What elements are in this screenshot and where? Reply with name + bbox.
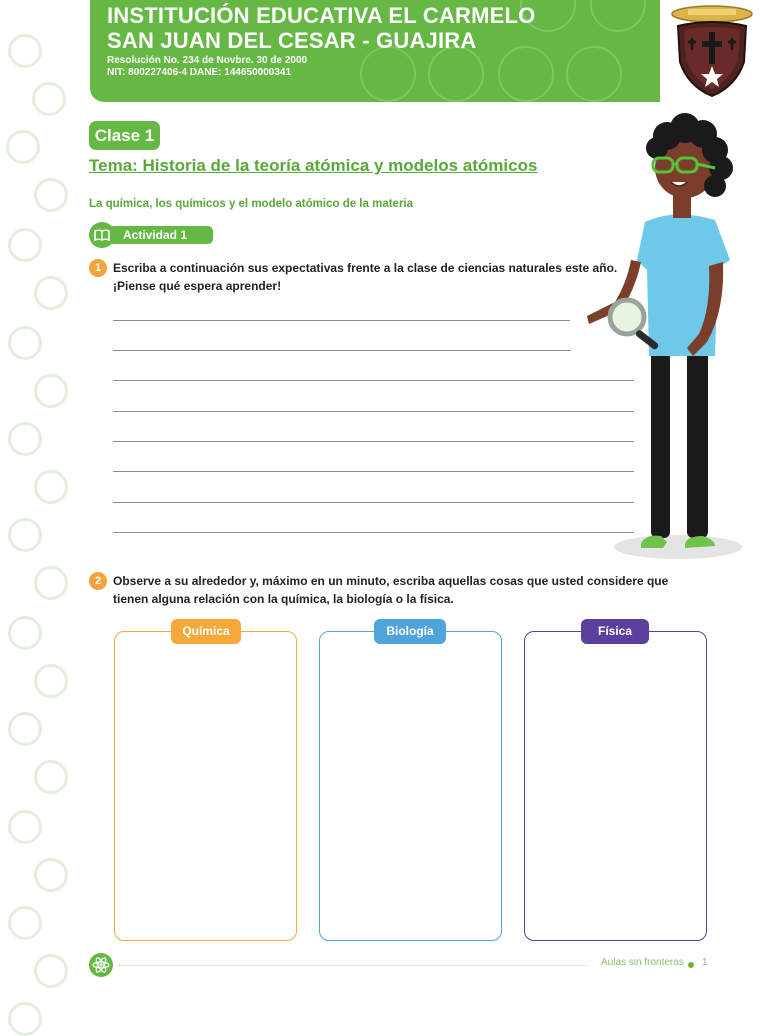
frog-icon	[34, 760, 68, 794]
flask-icon	[34, 374, 68, 408]
atom-icon	[89, 953, 113, 977]
answer-box-fisica[interactable]	[524, 631, 707, 941]
lesson-topic: Tema: Historia de la teoría atómica y modelos atómicos	[89, 156, 538, 175]
foot-icon	[8, 518, 42, 552]
question-1-line1: Escriba a continuación sus expectativas frente a la clase de ciencias naturales este año.	[113, 261, 618, 275]
tab-quimica: Química	[171, 619, 241, 644]
answer-line[interactable]	[113, 532, 634, 533]
dna-icon	[34, 664, 68, 698]
question-2-line1: Observe a su alrededor y, máximo en un minuto, escriba aquellas cosas que usted considere que	[113, 574, 669, 588]
petri-dish-icon	[34, 470, 68, 504]
flask-icon	[8, 712, 42, 746]
flask-icon	[34, 566, 68, 600]
flask-icon	[8, 906, 42, 940]
footer-divider	[118, 965, 588, 966]
frog-icon	[32, 82, 66, 116]
answer-line[interactable]	[113, 441, 634, 442]
question-1-text	[113, 259, 633, 295]
book-icon	[89, 222, 115, 248]
flask-icon	[8, 34, 42, 68]
answer-line[interactable]	[113, 380, 634, 381]
school-crest	[666, 2, 758, 100]
answer-line[interactable]	[113, 350, 571, 351]
foot-icon	[8, 810, 42, 844]
school-location: SAN JUAN DEL CESAR - GUAJIRA	[107, 28, 477, 53]
decorative-strip	[0, 0, 80, 1024]
tab-fisica: Física	[581, 619, 649, 644]
dna-icon	[8, 1002, 42, 1036]
page-number: 1	[702, 957, 708, 968]
dna-icon	[8, 326, 42, 360]
answer-box-biologia[interactable]	[319, 631, 502, 941]
footer-brand: Aulas sin fronteras	[601, 957, 684, 968]
atom-icon	[8, 616, 42, 650]
atom-icon	[34, 276, 68, 310]
question-2-text	[113, 572, 713, 608]
atom-icon	[34, 954, 68, 988]
frog-icon	[8, 422, 42, 456]
question-1-line2: ¡Piense qué espera aprender!	[113, 279, 282, 293]
header-decor-bubble	[428, 46, 484, 102]
school-name: INSTITUCIÓN EDUCATIVA EL CARMELO	[107, 3, 536, 28]
activity-text: Actividad 1	[103, 226, 213, 244]
question-number: 2	[89, 572, 107, 590]
student-illustration	[575, 110, 755, 565]
tab-biologia: Biología	[374, 619, 446, 644]
header-decor-bubble	[590, 0, 646, 32]
answer-box-quimica[interactable]	[114, 631, 297, 941]
header-decor-bubble	[498, 46, 554, 102]
question-number: 1	[89, 259, 107, 277]
school-resolution: Resolución No. 234 de Novbre. 30 de 2000	[107, 55, 308, 66]
school-header	[90, 0, 660, 102]
footer-dot	[688, 962, 694, 968]
petri-dish-icon	[34, 178, 68, 212]
header-decor-bubble	[360, 46, 416, 102]
lesson-subtitle: La química, los químicos y el modelo atómico de la materia	[89, 198, 414, 210]
question-2-line2: tienen alguna relación con la química, la biología o la física.	[113, 592, 454, 606]
foot-icon	[6, 130, 40, 164]
answer-line[interactable]	[113, 411, 634, 412]
answer-line[interactable]	[113, 320, 570, 321]
flask-icon	[8, 228, 42, 262]
header-decor-bubble	[566, 46, 622, 102]
answer-line[interactable]	[113, 471, 634, 472]
class-badge: Clase 1	[89, 121, 160, 150]
answer-line[interactable]	[113, 502, 634, 503]
petri-dish-icon	[34, 858, 68, 892]
school-ids: NIT: 800227406-4 DANE: 144650000341	[107, 67, 292, 78]
